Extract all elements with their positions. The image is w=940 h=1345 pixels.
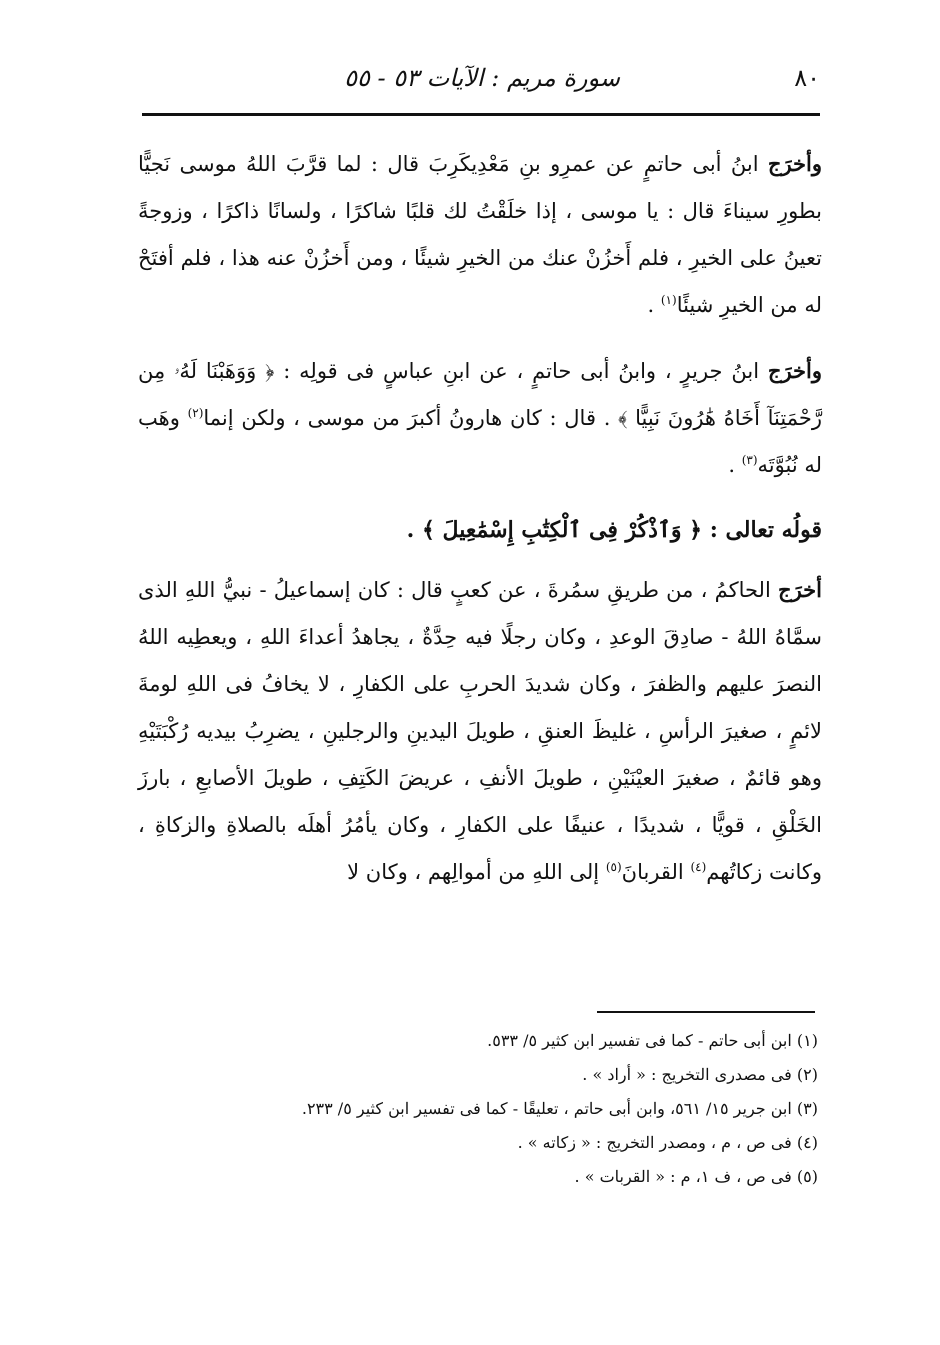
footnote-1: (١) ابن أبى حاتم - كما فى تفسير ابن كثير ٥/ ٥٣٣. <box>487 1031 818 1050</box>
footnote-3: (٣) ابن جرير ١٥/ ٥٦١، وابن أبى حاتم ، تعليقًا - كما فى تفسير ابن كثير ٥/ ٢٣٣. <box>301 1099 818 1118</box>
paragraph-text-continued: إلى اللهِ من أموالِهم ، وكان لا <box>347 860 606 884</box>
footnote-ref[interactable]: (٢) <box>187 406 204 420</box>
body-text <box>138 140 822 914</box>
footnote-5: (٥) فى ص ، ف ١، م : « القربات » . <box>574 1167 818 1186</box>
paragraph-text: ابنُ أبى حاتمٍ عن عمرِو بنِ مَعْدِيكَرِبَ قال : لما قرَّبَ اللهُ موسى نَجيًّا بطورِ سيناءَ قال : يا موسى ، إذا خلَقْتُ لك قلبًا شاكرًا ، ولسانًا ذاكرًا ، وزوجةً تعينُ على الخيرِ ، فلم أَخزُنْ عنك من الخيرِ شيئًا ، ومن أَخزُنْ عنه هذا ، فلم أفتَحْ له من الخيرِ شيئًا <box>138 152 822 317</box>
paragraph-lead: وأخرَج <box>767 151 822 176</box>
footnote-ref[interactable]: (٤) <box>690 860 707 874</box>
footnote-ref[interactable]: (٥) <box>605 860 622 874</box>
verse-heading-tail: . <box>406 517 422 543</box>
footnote-4: (٤) فى ص ، م ، ومصدر التخريج : « زكاته » . <box>517 1133 818 1152</box>
paragraph-text-continued: القربانَ <box>621 860 691 884</box>
paragraph-1 <box>138 140 822 329</box>
paragraph-2 <box>138 347 822 489</box>
paragraph-lead: وأخرَج <box>767 358 822 383</box>
paragraph-3 <box>138 566 822 896</box>
footnote-2: (٢) فى مصدرى التخريج : « أراد » . <box>582 1065 818 1084</box>
page-header <box>142 58 820 104</box>
paragraph-text: الحاكمُ ، من طريقِ سمُرةَ ، عن كعبٍ قال : كان إسماعيلُ - نبيُّ اللهِ الذى سمَّاهُ اللهُ - صادِقَ الوعدِ ، وكان رجلًا فيه حِدَّةٌ ، يجاهدُ أعداءَ اللهِ ، ويعطِيه اللهُ النصرَ عليهم والظفرَ ، وكان شديدَ الحربِ على الكفارِ ، لا يخافُ فى اللهِ لومةَ لائمٍ ، صغيرَ الرأسِ ، غليظَ العنقِ ، طويلَ اليدينِ والرجلينِ ، يضرِبُ بيديه رُكْبَتَيْهِ وهو قائمٌ ، صغيرَ العيْنَيْنِ ، طويلَ الأنفِ ، عريضَ الكَتِفِ ، طويلَ الأصابعِ ، بارزَ الخَلْقِ ، قويًّا ، شديدًا ، عنيفًا على الكفارِ ، وكان يأمُرُ أهلَه بالصلاةِ والزكاةِ ، وكانت زكاتُهم <box>138 578 822 884</box>
paragraph-text-continued: وهَب له نُبُوَّتَه <box>138 406 822 477</box>
header-rule <box>142 113 820 116</box>
paragraph-tail: . <box>728 453 742 477</box>
verse-heading <box>138 507 822 554</box>
page-number: ٨٠ <box>794 64 820 92</box>
footnote-rule <box>597 1011 815 1013</box>
footnote-ref[interactable]: (٣) <box>741 453 758 467</box>
paragraph-text: ابنُ جريرٍ ، وابنُ أبى حاتمٍ ، عن ابنِ عباسٍ فى قولِه : ﴿ وَوَهَبْنَا لَهُۥ مِن رَّحْمَتِنَآ أَخَاهُ هَٰرُونَ نَبِيًّا ﴾ . قال : كان هارونُ أكبرَ من موسى ، ولكن إنما <box>138 359 822 430</box>
verse-text: ﴿ وَٱذْكُرْ فِى ٱلْكِتَٰبِ إِسْمَٰعِيلَ ﴾ <box>422 517 703 543</box>
verse-heading-label: قولُه تعالى : <box>702 517 822 543</box>
footnotes <box>138 1024 818 1194</box>
footnote-ref[interactable]: (١) <box>660 293 677 307</box>
running-title: سورة مريم : الآيات ٥٣ - ٥٥ <box>344 64 620 92</box>
paragraph-lead: أخرَج <box>778 577 822 602</box>
paragraph-tail: . <box>647 293 661 317</box>
